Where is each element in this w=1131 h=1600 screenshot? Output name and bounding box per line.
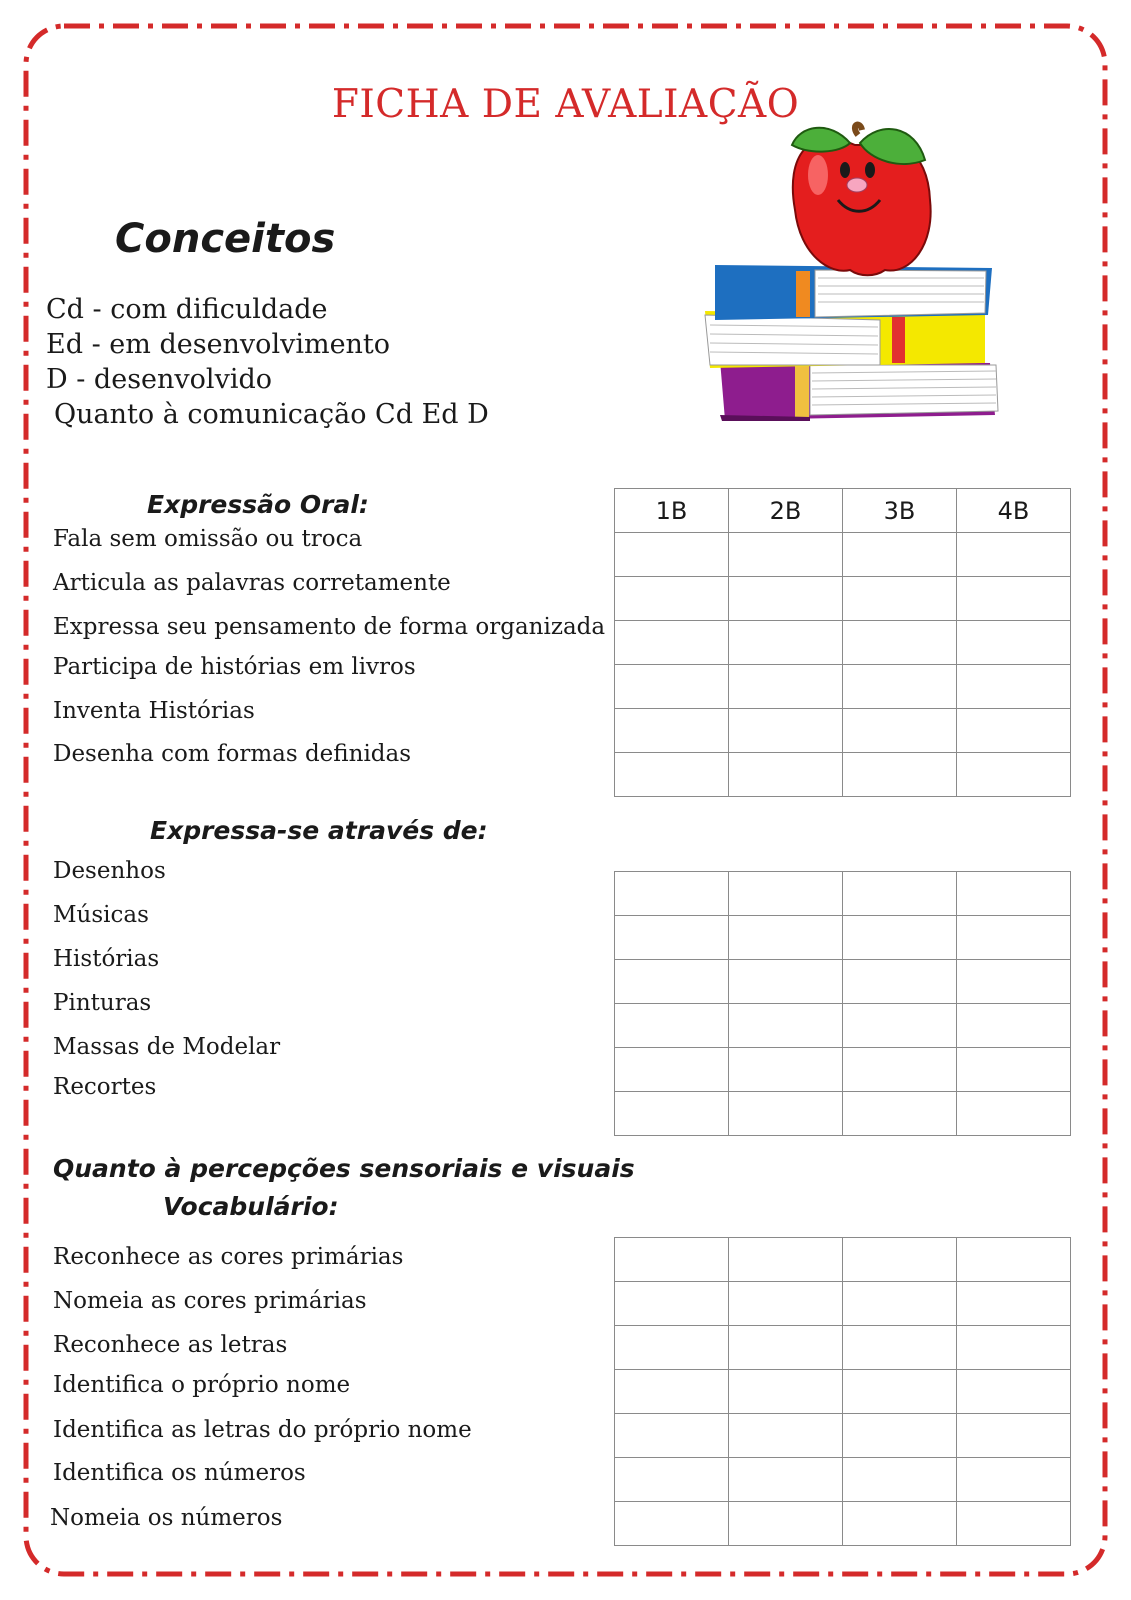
grade-cell[interactable] bbox=[957, 1414, 1071, 1458]
grade-cell[interactable] bbox=[843, 1092, 957, 1136]
grade-cell[interactable] bbox=[957, 1370, 1071, 1414]
table-row bbox=[615, 1092, 1071, 1136]
table-row bbox=[615, 577, 1071, 621]
grade-cell[interactable] bbox=[729, 621, 843, 665]
grade-cell[interactable] bbox=[957, 1238, 1071, 1282]
grade-cell[interactable] bbox=[615, 753, 729, 797]
list-item: Músicas bbox=[53, 902, 149, 928]
grade-cell[interactable] bbox=[843, 916, 957, 960]
grade-cell[interactable] bbox=[729, 916, 843, 960]
grade-cell[interactable] bbox=[729, 1004, 843, 1048]
concepts-legend bbox=[46, 292, 489, 432]
grade-cell[interactable] bbox=[843, 665, 957, 709]
table-row bbox=[615, 665, 1071, 709]
table-row bbox=[615, 1458, 1071, 1502]
grade-cell[interactable] bbox=[957, 960, 1071, 1004]
grid-percepcoes bbox=[614, 1237, 1071, 1546]
grade-cell[interactable] bbox=[729, 1458, 843, 1502]
legend-cd: Cd - com dificuldade bbox=[46, 294, 328, 325]
grade-cell[interactable] bbox=[957, 621, 1071, 665]
list-item: Inventa Histórias bbox=[53, 698, 255, 724]
list-item: Reconhece as cores primárias bbox=[53, 1244, 404, 1270]
table-row bbox=[615, 1370, 1071, 1414]
grade-cell[interactable] bbox=[957, 872, 1071, 916]
table-row bbox=[615, 533, 1071, 577]
grade-cell[interactable] bbox=[615, 577, 729, 621]
grade-cell[interactable] bbox=[615, 1502, 729, 1546]
grade-cell[interactable] bbox=[615, 1282, 729, 1326]
grade-cell[interactable] bbox=[615, 1326, 729, 1370]
grade-cell[interactable] bbox=[957, 1048, 1071, 1092]
column-header: 4B bbox=[957, 489, 1071, 533]
grade-cell[interactable] bbox=[843, 621, 957, 665]
grade-cell[interactable] bbox=[615, 1414, 729, 1458]
grade-cell[interactable] bbox=[729, 709, 843, 753]
list-item: Desenhos bbox=[53, 858, 166, 884]
list-item: Desenha com formas definidas bbox=[53, 741, 412, 767]
list-item: Identifica os números bbox=[53, 1460, 306, 1486]
grade-cell[interactable] bbox=[957, 1004, 1071, 1048]
page-title: FICHA DE AVALIAÇÃO bbox=[331, 82, 800, 127]
grade-cell[interactable] bbox=[729, 577, 843, 621]
grade-cell[interactable] bbox=[729, 665, 843, 709]
grade-cell[interactable] bbox=[729, 872, 843, 916]
grade-cell[interactable] bbox=[615, 916, 729, 960]
grade-cell[interactable] bbox=[843, 753, 957, 797]
grade-cell[interactable] bbox=[729, 960, 843, 1004]
grade-cell[interactable] bbox=[957, 1092, 1071, 1136]
grade-cell[interactable] bbox=[957, 1502, 1071, 1546]
table-row bbox=[615, 1502, 1071, 1546]
grade-cell[interactable] bbox=[957, 665, 1071, 709]
grade-cell[interactable] bbox=[843, 577, 957, 621]
grade-cell[interactable] bbox=[729, 1414, 843, 1458]
grade-cell[interactable] bbox=[957, 916, 1071, 960]
grade-cell[interactable] bbox=[843, 1370, 957, 1414]
grade-cell[interactable] bbox=[843, 960, 957, 1004]
grade-cell[interactable] bbox=[729, 1238, 843, 1282]
list-item: Expressa seu pensamento de forma organizada bbox=[53, 614, 606, 640]
table-row bbox=[615, 621, 1071, 665]
grid-oral bbox=[614, 488, 1071, 797]
grade-cell[interactable] bbox=[957, 753, 1071, 797]
grade-cell[interactable] bbox=[615, 1004, 729, 1048]
grade-cell[interactable] bbox=[729, 753, 843, 797]
grade-cell[interactable] bbox=[729, 1092, 843, 1136]
grade-cell[interactable] bbox=[615, 1238, 729, 1282]
table-row bbox=[615, 709, 1071, 753]
list-item: Nomeia as cores primárias bbox=[53, 1288, 367, 1314]
grade-cell[interactable] bbox=[615, 1048, 729, 1092]
section-heading-expressa: Expressa-se através de: bbox=[150, 816, 488, 845]
table-row bbox=[615, 1326, 1071, 1370]
legend-ed: Ed - em desenvolvimento bbox=[46, 329, 391, 360]
legend-d: D - desenvolvido bbox=[46, 364, 272, 395]
table-row bbox=[615, 753, 1071, 797]
column-header: 1B bbox=[615, 489, 729, 533]
column-header: 2B bbox=[729, 489, 843, 533]
concepts-heading: Conceitos bbox=[115, 216, 336, 262]
grade-cell[interactable] bbox=[843, 1326, 957, 1370]
grade-cell[interactable] bbox=[957, 1326, 1071, 1370]
grade-cell[interactable] bbox=[843, 1502, 957, 1546]
legend-communication: Quanto à comunicação Cd Ed D bbox=[54, 399, 489, 430]
list-item: Nomeia os números bbox=[50, 1505, 283, 1531]
grade-cell[interactable] bbox=[615, 533, 729, 577]
grade-cell[interactable] bbox=[957, 577, 1071, 621]
list-item: Fala sem omissão ou troca bbox=[53, 526, 363, 552]
section-subheading-vocabulario: Vocabulário: bbox=[163, 1192, 339, 1221]
table-row bbox=[615, 1282, 1071, 1326]
grade-cell[interactable] bbox=[843, 1048, 957, 1092]
table-row bbox=[615, 1238, 1071, 1282]
column-header: 3B bbox=[843, 489, 957, 533]
grade-cell[interactable] bbox=[843, 533, 957, 577]
grade-cell[interactable] bbox=[729, 1048, 843, 1092]
grade-cell[interactable] bbox=[843, 1004, 957, 1048]
list-item: Identifica o próprio nome bbox=[53, 1372, 351, 1398]
grade-cell[interactable] bbox=[843, 709, 957, 753]
grade-cell[interactable] bbox=[957, 709, 1071, 753]
grade-cell[interactable] bbox=[615, 960, 729, 1004]
section-heading-percepcoes: Quanto à percepções sensoriais e visuais bbox=[53, 1154, 635, 1183]
grade-cell[interactable] bbox=[615, 1370, 729, 1414]
grid-header-row bbox=[615, 489, 1071, 533]
table-row bbox=[615, 916, 1071, 960]
grade-cell[interactable] bbox=[843, 872, 957, 916]
grade-cell[interactable] bbox=[615, 665, 729, 709]
grade-cell[interactable] bbox=[615, 1092, 729, 1136]
list-item: Pinturas bbox=[53, 990, 152, 1016]
grade-cell[interactable] bbox=[729, 1326, 843, 1370]
table-row bbox=[615, 1004, 1071, 1048]
grade-cell[interactable] bbox=[957, 533, 1071, 577]
grade-cell[interactable] bbox=[615, 872, 729, 916]
list-item: Participa de histórias em livros bbox=[53, 654, 416, 680]
table-row bbox=[615, 872, 1071, 916]
grade-cell[interactable] bbox=[729, 1502, 843, 1546]
grade-cell[interactable] bbox=[957, 1282, 1071, 1326]
list-item: Histórias bbox=[53, 946, 160, 972]
grade-cell[interactable] bbox=[729, 1370, 843, 1414]
grade-cell[interactable] bbox=[615, 1458, 729, 1502]
grade-cell[interactable] bbox=[729, 1282, 843, 1326]
grade-cell[interactable] bbox=[843, 1282, 957, 1326]
grade-cell[interactable] bbox=[615, 621, 729, 665]
list-item: Articula as palavras corretamente bbox=[53, 570, 451, 596]
grade-cell[interactable] bbox=[843, 1238, 957, 1282]
list-item: Recortes bbox=[53, 1074, 157, 1100]
list-item: Reconhece as letras bbox=[53, 1332, 288, 1358]
grade-cell[interactable] bbox=[729, 533, 843, 577]
grade-cell[interactable] bbox=[615, 709, 729, 753]
section-heading-oral: Expressão Oral: bbox=[147, 490, 369, 519]
grade-cell[interactable] bbox=[957, 1458, 1071, 1502]
list-item: Identifica as letras do próprio nome bbox=[53, 1417, 472, 1443]
list-item: Massas de Modelar bbox=[53, 1034, 281, 1060]
grade-cell[interactable] bbox=[843, 1458, 957, 1502]
apple-on-books-icon bbox=[700, 115, 1010, 435]
grade-cell[interactable] bbox=[843, 1414, 957, 1458]
table-row bbox=[615, 960, 1071, 1004]
table-row bbox=[615, 1414, 1071, 1458]
table-row bbox=[615, 1048, 1071, 1092]
grid-expressa bbox=[614, 871, 1071, 1136]
